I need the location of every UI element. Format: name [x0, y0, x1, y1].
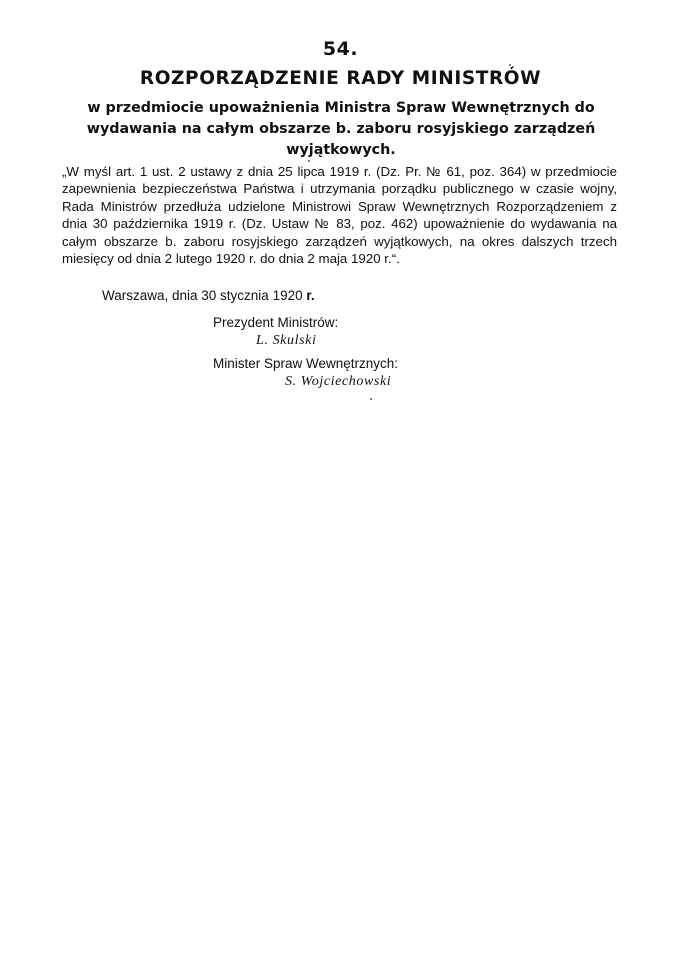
place-date: [102, 288, 315, 303]
document-title: ROZPORZĄDZENIE RADY MINISTRÓW: [139, 68, 542, 89]
place-date-text: Warszawa, dnia 30 stycznia 1920: [102, 288, 303, 303]
print-speck: [308, 160, 310, 162]
signature-name-prime-minister: L. Skulski: [256, 333, 317, 348]
document-body: „W myśl art. 1 ust. 2 ustawy z dnia 25 lipca 1919 r. (Dz. Pr. № 61, poz. 364) w przedmiocie zapewnienia bezpieczeństwa Państwa i utrzymania porządku publicznego w czasie wojny, Rada Ministrów przedłuża udzielone Ministrowi Spraw Wewnętrznych Rozporządzeniem z dnia 30 października 1919 r. (Dz. Ustaw № 83, poz. 462) upoważnienie do wydawania na całym obszarze b. zaboru rosyjskiego zarządzeń wyjątkowych, na okres dalszych trzech miesięcy od dnia 2 lutego 1920 r. do dnia 2 maja 1920 r.“.: [62, 164, 617, 267]
print-speck: [370, 398, 372, 400]
signature-role-interior-minister: Minister Spraw Wewnętrznych:: [213, 356, 399, 371]
place-date-suffix: r.: [306, 288, 315, 303]
print-speck: [509, 64, 511, 66]
signature-role-prime-minister: Prezydent Ministrów:: [213, 315, 339, 330]
document-subtitle: w przedmiocie upoważnienia Ministra Spraw Wewnętrznych do wydawania na całym obszarze b. zaboru rosyjskiego zarządzeń wyjątkowych.: [86, 100, 596, 158]
signature-name-interior-minister: S. Wojciechowski: [285, 374, 392, 389]
document-number: 54.: [322, 38, 359, 60]
